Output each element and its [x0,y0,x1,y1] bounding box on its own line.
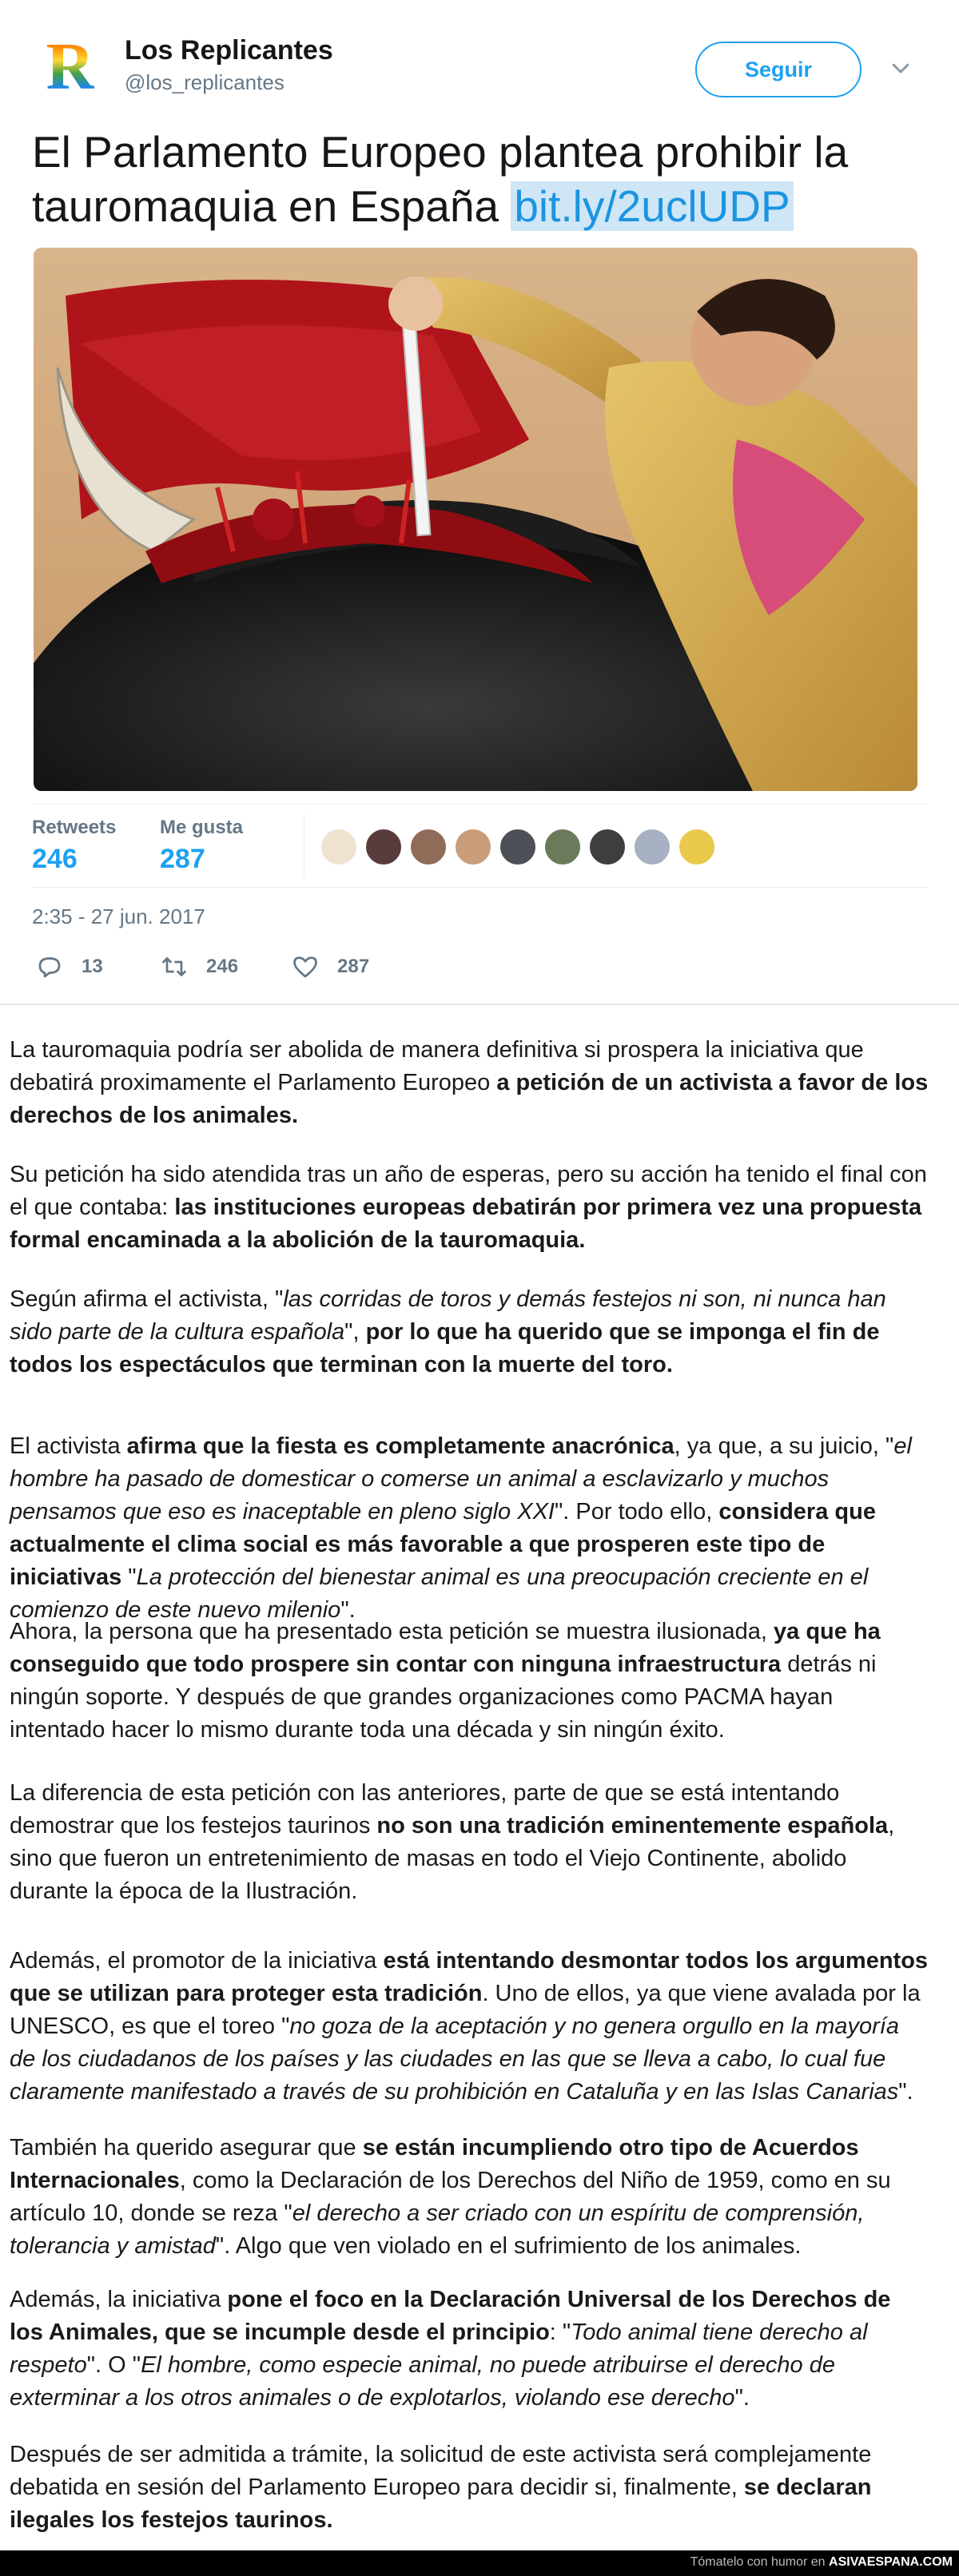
text-bold: ya que ha conseguido que todo prospere sin contar con ninguna infraestructura [10,1619,881,1677]
stats-divider-top [32,804,927,805]
text: " [121,1564,137,1590]
text: Además, la iniciativa [10,2287,228,2312]
text-italic: las corridas de toros y demás festejos ni son, ni nunca han sido parte de la cultura española [10,1286,886,1345]
tweet-text [32,125,927,233]
paragraph-4 [10,1430,929,1627]
text-bold: pone el foco en la Declaración Universal de los Derechos de los Animales, que se incumple desde el principio [10,2287,891,2345]
retweet-action[interactable] [160,952,238,981]
text: El activista [10,1433,127,1459]
text: Según afirma el activista, " [10,1286,284,1312]
text-bold: no son una tradición eminentemente española [376,1813,889,1839]
text: detrás ni ningún soporte. Y después de que grandes organizaciones como PACMA hayan intentado hacer lo mismo durante toda una década y sin ningún éxito. [10,1652,877,1743]
tweet-link[interactable]: bit.ly/2uclUDP [511,181,793,231]
paragraph-2 [10,1159,929,1257]
chevron-down-icon[interactable] [889,56,913,80]
text: ". O " [86,2352,141,2378]
text: ". Algo que ven violado en el sufrimiento de los animales. [215,2233,802,2259]
text: , como la Declaración de los Derechos del Niño de 1959, como en su artículo 10, donde se reza " [10,2168,891,2226]
text: ". [340,1597,356,1623]
reply-count: 13 [82,956,103,977]
tweet-timestamp[interactable]: 2:35 - 27 jun. 2017 [32,904,205,928]
footer-text [690,2555,953,2570]
text-bold: las instituciones europeas debatirán por primera vez una propuesta formal encaminada a la abolición de la tauromaquia. [10,1195,922,1253]
display-name[interactable]: Los Replicantes [125,35,333,66]
text-bold: por lo que ha querido que se imponga el fin de todos los espectáculos que terminan con la muerte del toro. [10,1319,880,1377]
retweets-stat[interactable] [32,817,116,875]
stats-divider-bottom [32,887,927,888]
avatar[interactable] [454,828,492,866]
paragraph-6 [10,1777,929,1908]
text: ", [344,1319,366,1345]
avatar[interactable] [588,828,627,866]
text-italic: el derecho a ser criado con un espíritu de comprensión, tolerancia y amistad [10,2200,865,2259]
likers-avatars [320,828,716,866]
user-handle[interactable]: @los_replicantes [125,70,285,94]
footer-bar [0,2550,959,2576]
text: Además, el promotor de la iniciativa [10,1948,384,1974]
text-italic: el hombre ha pasado de domesticar o comerse un animal a esclavizarlo y muchos pensamos que eso es inaceptable en pleno siglo XXI [10,1433,912,1525]
like-count: 287 [337,956,370,977]
reply-action[interactable] [35,952,103,981]
follow-button[interactable]: Seguir [695,42,862,97]
text-italic: El hombre, como especie animal, no puede atribuirse el derecho de exterminar a los otros animales o de explotarlos, violando ese derecho [10,2352,835,2411]
text: Su petición ha sido atendida tras un año de esperas, pero su acción ha tenido el final con el que contaba: [10,1162,927,1220]
avatar[interactable] [633,828,671,866]
tweet-separator [0,1004,959,1005]
text-italic: no goza de la aceptación y no genera orgullo en la mayoría de los ciudadanos de los países y las ciudades en las que se lleva a cabo, lo cual fue claramente manifestado a través de su prohibición en Cataluña y en las Islas Canarias [10,2013,899,2105]
tweet-text-body: El Parlamento Europeo plantea prohibir la tauromaquia en España [32,127,849,231]
reply-icon [35,952,64,981]
text: También ha querido asegurar que [10,2135,363,2161]
paragraph-9 [10,2284,929,2415]
retweet-count: 246 [206,956,239,977]
text-bold: considera que actualmente el clima social es más favorable a que prosperen este tipo de iniciativas [10,1499,876,1590]
likes-stat[interactable] [160,817,243,875]
paragraph-5 [10,1616,929,1747]
paragraph-3 [10,1283,929,1381]
avatar[interactable] [409,828,448,866]
text: Ahora, la persona que ha presentado esta petición se muestra ilusionada, [10,1619,774,1644]
text: Después de ser admitida a trámite, la solicitud de este activista será complejamente debatida en sesión del Parlamento Europeo para decidir si, finalmente, [10,2442,872,2500]
paragraph-8 [10,2132,929,2263]
paragraph-10 [10,2439,929,2537]
text: ". [734,2385,750,2411]
footer-caption: Tómatelo con humor en [690,2555,830,2569]
avatar[interactable] [499,828,537,866]
text-bold: se están incumpliendo otro tipo de Acuerdos Internacionales [10,2135,859,2193]
text-bold: se declaran ilegales los festejos taurinos. [10,2475,872,2533]
paragraph-7 [10,1945,929,2109]
bullfight-image [34,248,917,791]
text: , sino que fueron un entretenimiento de masas en todo el Viejo Continente, abolido durante la época de la Ilustración. [10,1813,895,1904]
text: , ya que, a su juicio, " [674,1433,894,1459]
text-bold: a petición de un activista a favor de los derechos de los animales. [10,1070,929,1128]
text: : " [549,2320,571,2345]
text: La tauromaquia podría ser abolida de manera definitiva si prospera la iniciativa que debatirá proximamente el Parlamento Europeo [10,1037,864,1095]
text: ". [898,2079,913,2105]
avatar[interactable] [543,828,582,866]
like-action[interactable] [291,952,369,981]
tweet-photo[interactable] [34,248,917,791]
text-bold: está intentando desmontar todos los argumentos que se utilizan para proteger esta tradición [10,1948,929,2006]
text: . Uno de ellos, ya que viene avalada por la UNESCO, es que el toreo " [10,1981,921,2039]
retweets-label: Retweets [32,817,117,838]
avatar[interactable] [35,32,105,102]
avatar[interactable] [678,828,716,866]
heart-icon [291,952,320,981]
paragraph-1 [10,1034,929,1132]
text-italic: Todo animal tiene derecho al respeto [10,2320,868,2378]
text: ". Por todo ello, [554,1499,719,1525]
likes-count: 287 [160,844,205,874]
likes-label: Me gusta [160,817,244,838]
retweets-count: 246 [32,844,78,874]
text-bold: afirma que la fiesta es completamente anacrónica [126,1433,674,1459]
avatar-letter: R [46,30,95,104]
avatar[interactable] [320,828,358,866]
text: La diferencia de esta petición con las anteriores, parte de que se está intentando demostrar que los festejos taurinos [10,1780,840,1839]
tweet-card [0,0,959,991]
footer-brand-link[interactable]: ASIVAESPANA.COM [829,2555,953,2569]
retweet-icon [160,952,189,981]
text-italic: La protección del bienestar animal es una preocupación creciente en el comienzo de este nuevo milenio [10,1564,869,1623]
avatar[interactable] [364,828,403,866]
